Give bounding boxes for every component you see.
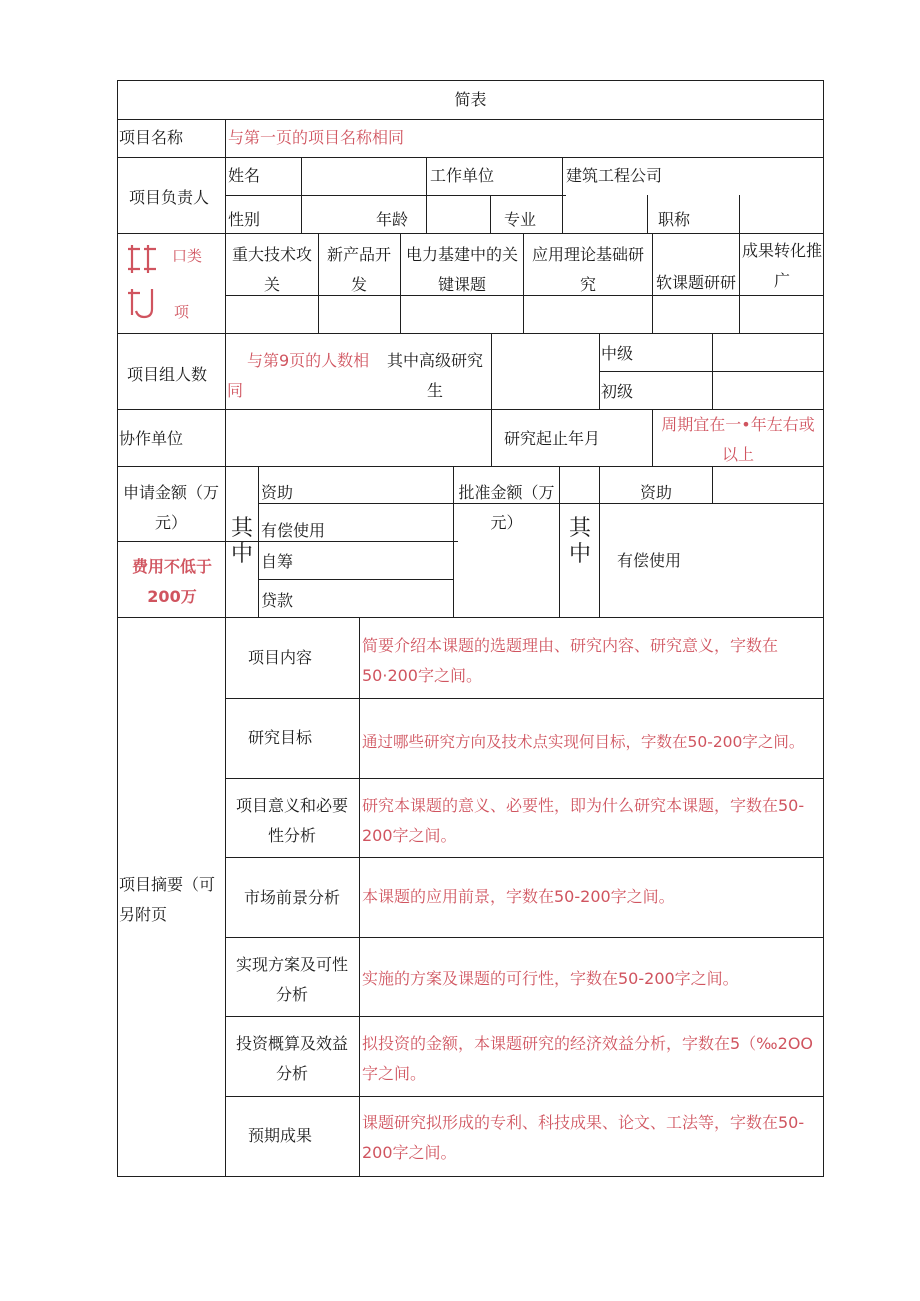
summary-row-hint[interactable]: 通过哪些研究方向及技术点实现何目标，字数在50-200字之间。 [362, 733, 805, 751]
name-field[interactable] [303, 161, 425, 191]
summary-row-label: 实现方案及可性分析 [235, 955, 348, 1004]
junior-label: 初级 [601, 382, 634, 401]
summary-row-hint[interactable]: 拟投资的金额，本课题研究的经济效益分析，字数在5（‰2OO字之间。 [362, 1034, 814, 1083]
summary-row-label: 项目内容 [247, 648, 312, 667]
period-field[interactable]: 周期宜在一•年左右或以上 [661, 415, 815, 464]
summary-row-label: 市场前景分析 [243, 888, 340, 907]
team-size-field[interactable]: 与第9页的人数相同 [227, 351, 370, 400]
summary-row-hint[interactable]: 实施的方案及课题的可行性，字数在50-200字之间。 [362, 969, 739, 988]
work-unit-label: 工作单位 [430, 166, 495, 185]
svg-text:口类: 口类 [172, 247, 203, 265]
summary-row-label: 研究目标 [247, 728, 312, 747]
apply-amount-label: 申请金额（万元） [122, 483, 219, 532]
team-size-label: 项目组人数 [127, 365, 208, 384]
apply-repayable-label: 有偿使用 [261, 521, 326, 540]
category-option-applied-theory[interactable]: 应用理论基础研究 [531, 245, 644, 294]
approved-grant-label: 资助 [639, 483, 672, 502]
project-name-field[interactable]: 与第一页的项目名称相同 [228, 128, 405, 147]
partner-unit-field[interactable] [227, 414, 489, 462]
project-name-label: 项目名称 [119, 128, 184, 147]
category-option-major-tech[interactable]: 重大技术攻关 [231, 245, 312, 294]
summary-row-label: 投资概算及效益分析 [235, 1034, 348, 1083]
summary-row-hint[interactable]: 课题研究拟形成的专利、科技成果、论文、工法等，字数在50-200字之间。 [362, 1113, 805, 1162]
apply-grant-label: 资助 [261, 483, 294, 502]
major-label: 专业 [504, 210, 537, 229]
summary-row-label: 预期成果 [247, 1126, 312, 1145]
approved-of-which: 其中 [568, 516, 591, 567]
summary-row-hint[interactable]: 简要介绍本课题的选题理由、研究内容、研究意义，字数在50·200字之间。 [362, 636, 779, 685]
apply-self-funded-label: 自筹 [261, 552, 294, 571]
svg-text:项: 项 [174, 303, 190, 321]
approved-amount-label: 批准金额（万元） [458, 483, 555, 532]
gender-label: 性别 [228, 210, 261, 229]
job-title-label: 职称 [658, 210, 691, 229]
apply-loan-label: 贷款 [261, 591, 294, 610]
period-label: 研究起止年月 [504, 429, 601, 448]
category-option-new-product[interactable]: 新产品开发 [326, 245, 391, 294]
approved-repayable-label: 有偿使用 [616, 551, 681, 570]
apply-of-which: 其中 [230, 516, 253, 567]
partner-unit-label: 协作单位 [119, 429, 184, 448]
intermediate-label: 中级 [601, 344, 634, 363]
apply-amount-hint[interactable]: 费用不低于200万 [131, 557, 212, 606]
category-stamp [126, 243, 203, 321]
work-unit-value[interactable]: 建筑工程公司 [566, 166, 663, 185]
summary-label: 项目摘要（可另附页 [119, 875, 216, 924]
summary-row-label: 项目意义和必要性分析 [235, 796, 348, 845]
leader-label: 项目负责人 [129, 188, 210, 207]
name-label: 姓名 [228, 166, 261, 185]
age-label: 年龄 [376, 210, 409, 229]
category-option-power-infra[interactable]: 电力基建中的关键课题 [405, 245, 518, 294]
senior-label: 其中高级研究生 [386, 351, 483, 400]
category-option-transfer[interactable]: 成果转化推广 [742, 241, 823, 290]
category-option-soft-topic[interactable]: 软课题研研 [655, 273, 736, 292]
summary-row-hint[interactable]: 研究本课题的意义、必要性，即为什么研究本课题，字数在50-200字之间。 [362, 796, 805, 845]
form-title: 简表 [454, 90, 487, 109]
summary-row-hint[interactable]: 本课题的应用前景，字数在50-200字之间。 [362, 887, 675, 906]
